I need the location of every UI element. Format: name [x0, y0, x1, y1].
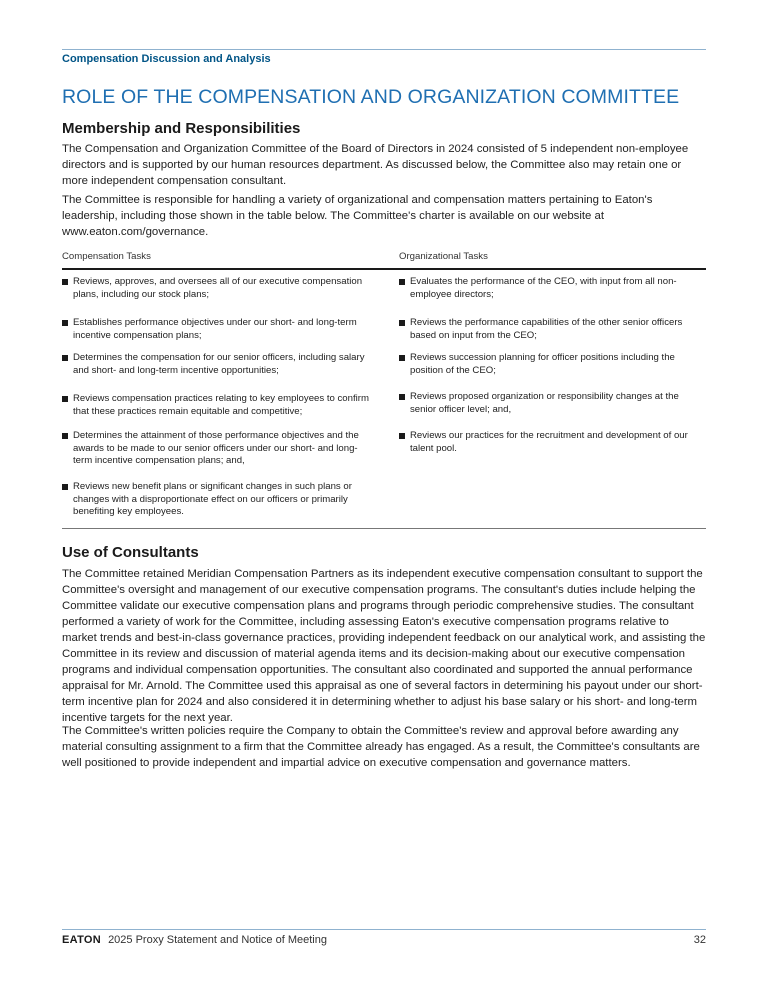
list-item: Reviews, approves, and oversees all of our executive compensation plans, including our stock plans; [62, 276, 372, 301]
square-bullet-icon [399, 394, 405, 400]
square-bullet-icon [62, 484, 68, 490]
square-bullet-icon [399, 320, 405, 326]
square-bullet-icon [399, 433, 405, 439]
consultants-paragraph-2: The Committee's written policies require the Company to obtain the Committee's review and approval before awarding any material consulting assignment to a firm that the Committee already has engaged. As a result, the Committee's consultants are well positioned to provide independent and impartial advice on executive compensation and governance matters. [62, 725, 700, 769]
table-header-rule [62, 268, 706, 270]
list-item: Reviews succession planning for officer positions including the position of the CEO; [399, 352, 706, 377]
page-footer [62, 934, 706, 946]
table-bottom-rule [62, 528, 706, 529]
list-item: Evaluates the performance of the CEO, with input from all non-employee directors; [399, 276, 706, 301]
compensation-tasks-header: Compensation Tasks [62, 251, 151, 262]
list-item: Determines the attainment of those performance objectives and the awards to be made to our senior officers under our short- and long-term incentive compensation plans; and, [62, 430, 372, 468]
square-bullet-icon [399, 355, 405, 361]
membership-heading: Membership and Responsibilities [62, 120, 301, 137]
list-item: Establishes performance objectives under our short- and long-term incentive compensation plans; [62, 317, 372, 342]
list-item: Reviews compensation practices relating to key employees to confirm that these practices remain equitable and competitive; [62, 393, 372, 418]
organizational-tasks-header: Organizational Tasks [399, 251, 488, 262]
square-bullet-icon [62, 279, 68, 285]
page-number: 32 [693, 934, 706, 946]
membership-paragraph-1: The Compensation and Organization Committee of the Board of Directors in 2024 consisted of 5 independent non-employee directors and is supported by our human resources department. As discussed below, the Committee also may retain one or more independent compensation consultant. [62, 143, 689, 187]
list-item: Reviews the performance capabilities of the other senior officers based on input from the CEO; [399, 317, 706, 342]
page-title: ROLE OF THE COMPENSATION AND ORGANIZATION COMMITTEE [62, 86, 680, 108]
consultants-heading: Use of Consultants [62, 544, 199, 561]
section-label: Compensation Discussion and Analysis [62, 53, 271, 65]
square-bullet-icon [62, 396, 68, 402]
square-bullet-icon [62, 433, 68, 439]
footer-document-title: 2025 Proxy Statement and Notice of Meeting [108, 934, 327, 946]
header-divider [62, 49, 706, 50]
square-bullet-icon [62, 320, 68, 326]
list-item: Reviews new benefit plans or significant changes in such plans or changes with a disproportionate effect on our officers or primarily benefiting key employees. [62, 481, 372, 519]
consultants-paragraph-1: The Committee retained Meridian Compensation Partners as its independent executive compensation consultant to support the Committee's oversight and management of our executive compensation programs. The consultant's duties include helping the Committee validate our executive compensation plans and programs through periodic comprehensive studies. The consultant performed a variety of work for the Committee, including assessing Eaton's executive compensation programs relative to market trends and best-in-class governance practices, providing independent feedback on our analytical work, and assisting the Committee in its review and discussion of material agenda items and its decision-making about our executive compensation programs and individual compensation opportunities. The consultant also coordinated and supported the annual performance appraisal for Mr. Arnold. The Committee used this appraisal as one of several factors in determining his payout under our short-term incentive plan for 2024 and also considered it in determining whether to adjust his base salary or his short- and long-term incentive targets for the next year. [62, 568, 706, 724]
membership-paragraph-2: The Committee is responsible for handling a variety of organizational and compensation matters pertaining to Eaton's leadership, including those shown in the table below. The Committee's charter is available on our website at www.eaton.com/governance. [62, 194, 653, 238]
brand-logo-text: EATON [62, 934, 101, 946]
list-item: Reviews our practices for the recruitment and development of our talent pool. [399, 430, 706, 455]
square-bullet-icon [399, 279, 405, 285]
list-item: Reviews proposed organization or responsibility changes at the senior officer level; and, [399, 391, 706, 416]
square-bullet-icon [62, 355, 68, 361]
list-item: Determines the compensation for our senior officers, including salary and short- and long-term incentive opportunities; [62, 352, 372, 377]
footer-divider [62, 929, 706, 930]
